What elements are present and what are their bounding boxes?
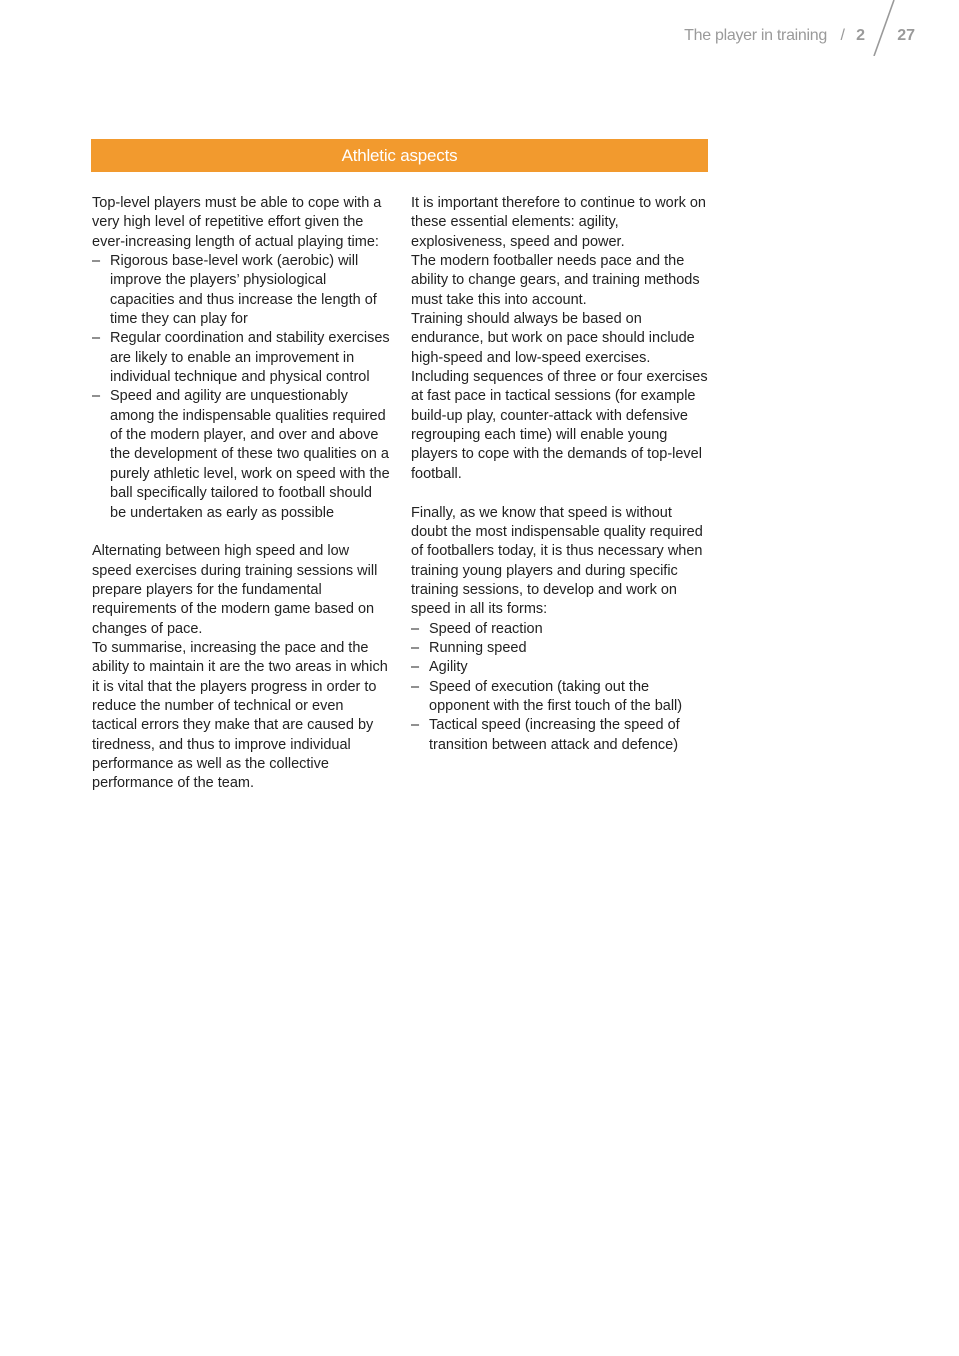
list-item: – Tactical speed (increasing the speed of transition between attack and defence) bbox=[411, 716, 711, 755]
list-item: – Speed of execution (taking out the opponent with the first touch of the ball) bbox=[411, 678, 711, 717]
list-item: – Rigorous base-level work (aerobic) will improve the players’ physiological capacities and thus increase the length of time they can play for bbox=[92, 252, 392, 329]
left-intro-paragraph: Top-level players must be able to cope with a very high level of repetitive effort given the ever-increasing length of actual playing time: bbox=[92, 195, 382, 250]
page-header bbox=[0, 0, 959, 70]
section-title: Athletic aspects bbox=[341, 145, 458, 165]
right-paragraph-4: Including sequences of three or four exercises at fast pace in tactical sessions (for example build-up play, counter-attack with defensive regrouping each time) will enable young players to cope with the demands of top-level football. bbox=[411, 369, 708, 482]
header-slash-divider bbox=[870, 0, 898, 56]
right-bullet-list bbox=[411, 620, 711, 755]
chapter-number: 2 bbox=[856, 27, 865, 44]
right-paragraph-5: Finally, as we know that speed is without doubt the most indispensable quality required of footballers today, it is thus necessary when training young players and during specific training sessions, to develop and work on speed in all its forms: bbox=[411, 504, 703, 618]
list-item: – Speed of reaction bbox=[411, 620, 711, 639]
running-title: The player in training bbox=[684, 27, 827, 44]
list-item: – Regular coordination and stability exercises are likely to enable an improvement in individual technique and physical control bbox=[92, 329, 392, 387]
page-number: 27 bbox=[897, 27, 915, 44]
list-item: – Speed and agility are unquestionably among the indispensable qualities required of the modern player, and over and above the development of these two qualities on a purely athletic level, work on speed with the ball specifically tailored to football should be undertaken as early as possible bbox=[92, 387, 392, 522]
title-separator: / bbox=[840, 27, 845, 44]
right-column bbox=[411, 194, 711, 755]
left-paragraph-3: To summarise, increasing the pace and the ability to maintain it are the two areas in which it is vital that the players progress in order to reduce the number of technical or even tactical errors they make that are caused by tiredness, and thus to improve individual performance as well as the collective performance of the team. bbox=[92, 639, 388, 792]
right-paragraph-3: Training should always be based on endurance, but work on pace should include high-speed and low-speed exercises. bbox=[411, 311, 695, 366]
left-bullet-list bbox=[92, 252, 392, 523]
right-paragraph-1: It is important therefore to continue to work on these essential elements: agility, explosiveness, speed and power. bbox=[411, 195, 706, 250]
right-paragraph-2: The modern footballer needs pace and the ability to change gears, and training methods must take this into account. bbox=[411, 253, 700, 308]
list-item: – Running speed bbox=[411, 639, 711, 658]
left-paragraph-2: Alternating between high speed and low speed exercises during training sessions will prepare players for the fundamental requirements of the modern game based on changes of pace. bbox=[92, 543, 378, 637]
list-item: – Agility bbox=[411, 658, 711, 677]
section-banner bbox=[91, 139, 708, 172]
left-column bbox=[92, 194, 392, 794]
